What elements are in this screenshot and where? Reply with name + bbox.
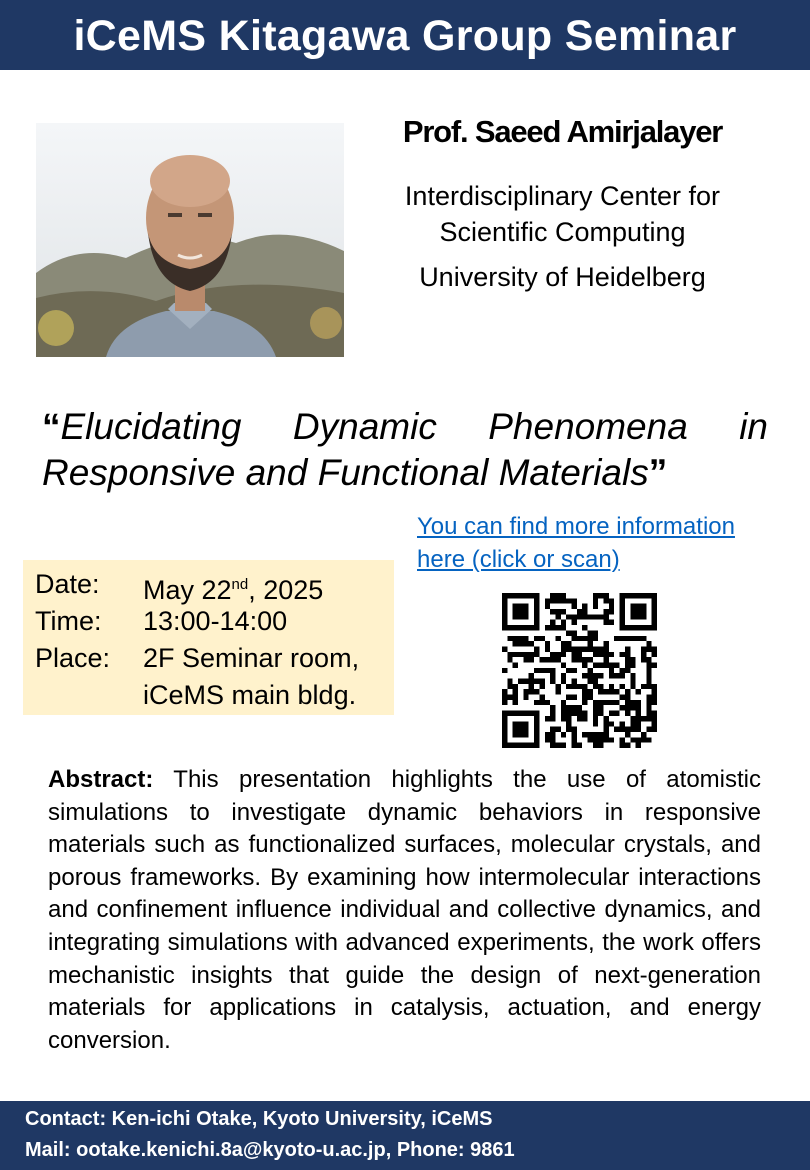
footer-banner [0, 1101, 810, 1170]
abstract-label: Abstract: [48, 766, 154, 793]
affiliation-line: Scientific Computing [439, 217, 686, 247]
close-quote: ” [648, 452, 668, 493]
more-info-link[interactable] [417, 510, 787, 576]
place-value: 2F Seminar room, [143, 643, 360, 673]
header-banner [0, 0, 810, 70]
open-quote: “ [42, 406, 61, 447]
qr-code-icon [502, 593, 657, 748]
speaker-university: University of Heidelberg [419, 262, 706, 292]
speaker-photo [36, 123, 344, 357]
footer-contact: Contact: Ken-ichi Otake, Kyoto University, iCeMS [25, 1108, 493, 1130]
time-label: Time: [35, 606, 102, 636]
talk-title [42, 404, 768, 496]
date-day: May 22 [143, 575, 232, 605]
speaker-affiliation [355, 178, 770, 250]
more-info-line: You can find more information [417, 513, 735, 540]
event-details-box [23, 560, 394, 715]
talk-title-text: Elucidating Dynamic Phenomena in Responsive and Functional Materials [42, 406, 768, 493]
date-year: , 2025 [248, 575, 324, 605]
qr-code[interactable] [502, 593, 657, 748]
abstract [48, 764, 761, 1057]
time-value: 13:00-14:00 [143, 606, 288, 636]
date-ordinal: nd [231, 576, 249, 593]
abstract-text: This presentation highlights the use of atomistic simulations to investigate dynamic behaviors in responsive materials such as functionalized surfaces, molecular crystals, and porous frameworks. By examining how intermolecular interactions and confinement influence individual and collective dynamics, and integrating simulations with advanced experiments, the work offers mechanistic insights that guide the design of next-generation materials for applications in catalysis, actuation, and energy conversion. [48, 766, 761, 1054]
place-label: Place: [35, 643, 111, 673]
speaker-name: Prof. Saeed Amirjalayer [402, 114, 723, 149]
affiliation-line: Interdisciplinary Center for [404, 181, 721, 211]
more-info-line: here (click or scan) [417, 546, 620, 573]
footer-mail: Mail: ootake.kenichi.8a@kyoto-u.ac.jp, Phone: 9861 [25, 1139, 515, 1161]
seminar-title: iCeMS Kitagawa Group Seminar [73, 12, 737, 60]
date-label: Date: [35, 569, 100, 599]
place-value-2: iCeMS main bldg. [143, 680, 357, 710]
